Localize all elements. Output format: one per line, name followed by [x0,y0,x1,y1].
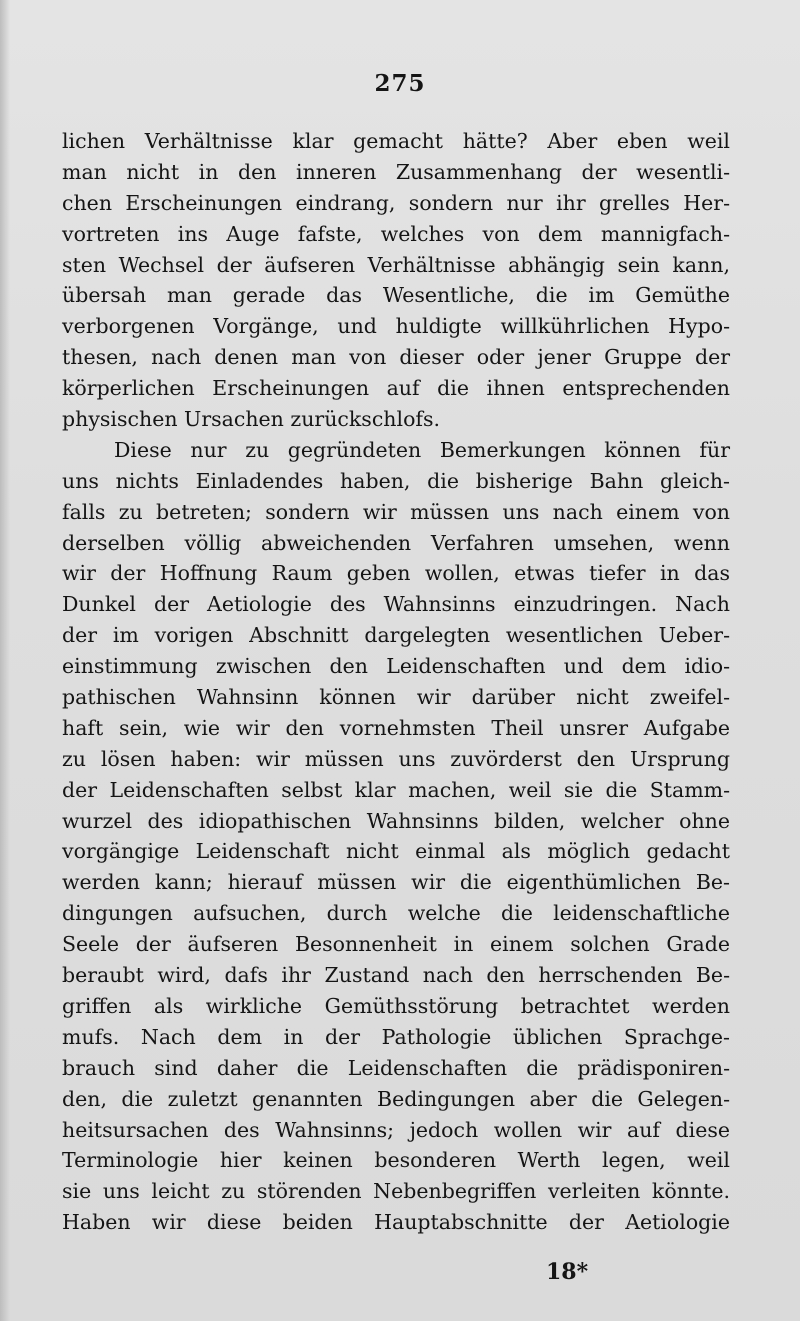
text-line: vortreten ins Auge fafste, welches von dem mannigfach- [62,221,730,246]
text-line: werden kann; hierauf müssen wir die eigenthümlichen Be- [62,870,730,895]
text-line: wurzel des idiopathischen Wahnsinns bilden, welcher ohne [62,808,730,833]
text-line: körperlichen Erscheinungen auf die ihnen entsprechenden [62,376,730,401]
text-line: Dunkel der Aetiologie des Wahnsinns einzudringen. Nach [62,592,730,617]
text-line: thesen, nach denen man von dieser oder jener Gruppe der [62,345,730,370]
text-line: brauch sind daher die Leidenschaften die prädisponiren- [62,1055,730,1080]
paragraph-start-line: Diese nur zu gegründeten Bemerkungen können für [114,437,730,462]
text-line: griffen als wirkliche Gemüthsstörung betrachtet werden [62,993,730,1018]
text-line: der Leidenschaften selbst klar machen, weil sie die Stamm- [62,777,730,802]
text-line: wir der Hoffnung Raum geben wollen, etwas tiefer in das [62,561,730,586]
text-line: falls zu betreten; sondern wir müssen uns nach einem von [62,499,730,524]
text-line: lichen Verhältnisse klar gemacht hätte? Aber eben weil [62,129,730,153]
text-line: chen Erscheinungen eindrang, sondern nur ihr grelles Her- [62,190,730,215]
text-line: mufs. Nach dem in der Pathologie üblichen Sprachge- [62,1024,730,1049]
text-line: sie uns leicht zu störenden Nebenbegriffen verleiten könnte. [62,1179,730,1204]
text-line: beraubt wird, dafs ihr Zustand nach den herrschenden Be- [62,963,730,988]
text-line: derselben völlig abweichenden Verfahren umsehen, wenn [62,530,730,555]
signature-mark: 18* [546,1259,589,1285]
text-line: zu lösen haben: wir müssen uns zuvörderst den Ursprung [62,746,730,771]
text-line: haft sein, wie wir den vornehmsten Theil unsrer Aufgabe [62,715,730,740]
text-line: dingungen aufsuchen, durch welche die leidenschaftliche [62,901,730,926]
text-line: einstimmung zwischen den Leidenschaften und dem idio- [62,654,730,679]
text-line: sten Wechsel der äufseren Verhältnisse abhängig sein kann, [62,252,730,277]
text-line: uns nichts Einladendes haben, die bisherige Bahn gleich- [62,468,730,493]
text-line: vorgängige Leidenschaft nicht einmal als möglich gedacht [62,839,730,864]
text-line: heitsursachen des Wahnsinns; jedoch wollen wir auf diese [62,1117,730,1142]
page-number: 275 [374,70,426,97]
text-line: Seele der äufseren Besonnenheit in einem solchen Grade [62,932,730,957]
text-line: man nicht in den inneren Zusammenhang der wesentli- [62,159,730,184]
text-line: den, die zuletzt genannten Bedingungen aber die Gelegen- [62,1086,730,1111]
body-text [62,126,730,1238]
text-line: übersah man gerade das Wesentliche, die im Gemüthe [62,283,730,308]
text-line: verborgenen Vorgänge, und huldigte willkührlichen Hypo- [62,314,730,339]
text-line: der im vorigen Abschnitt dargelegten wesentlichen Ueber- [62,623,730,648]
text-line: Terminologie hier keinen besonderen Werth legen, weil [62,1148,730,1173]
text-line: Haben wir diese beiden Hauptabschnitte der Aetiologie [62,1210,730,1235]
paragraph-end-line: physischen Ursachen zurückschlofs. [62,407,441,432]
text-line: pathischen Wahnsinn können wir darüber nicht zweifel- [62,685,730,710]
